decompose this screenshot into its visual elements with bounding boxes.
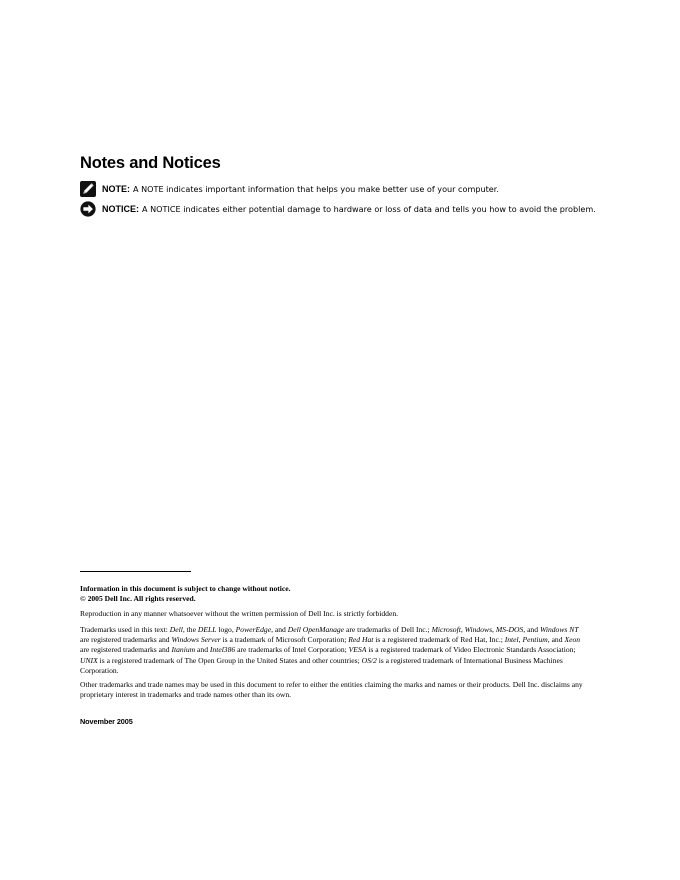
- trademark-name: Intel386: [209, 645, 236, 655]
- legal-header: [80, 584, 585, 604]
- note-row: [80, 181, 499, 197]
- trademark-text-run: are trademarks of Intel Corporation;: [235, 645, 349, 655]
- notice-stop-icon: [80, 201, 96, 217]
- trademark-name: Xeon: [564, 635, 581, 645]
- trademark-text-run: ,: [492, 625, 496, 634]
- trademark-name: Dell: [169, 625, 183, 634]
- trademark-text-run: ,: [460, 625, 465, 634]
- trademark-text-run: logo,: [216, 625, 236, 634]
- trademark-name: MS-DOS: [495, 625, 524, 634]
- trademark-name: Dell OpenManage: [287, 625, 345, 634]
- trademark-name: PowerEdge: [235, 625, 272, 634]
- trademark-name: Itanium: [171, 645, 196, 655]
- trademark-name: UNIX: [80, 655, 98, 665]
- trademark-text-run: is a registered trademark of The Open Group in the United States and other countries;: [97, 655, 362, 665]
- subject-to-change-line: Information in this document is subject to change without notice.: [80, 584, 291, 593]
- page-title: Notes and Notices: [80, 154, 221, 172]
- trademark-text-run: and: [195, 645, 210, 655]
- trademark-name: DELL: [197, 625, 217, 634]
- trademark-text-run: , and: [271, 625, 288, 634]
- trademark-text-run: are trademarks of Dell Inc.;: [344, 625, 432, 634]
- pencil-note-icon: [80, 181, 96, 197]
- note-label: NOTE:: [102, 184, 130, 194]
- trademark-name: Windows NT: [539, 625, 579, 634]
- copyright-line: © 2005 Dell Inc. All rights reserved.: [80, 594, 196, 604]
- trademark-text-run: is a registered trademark of International Business Machines Corporation.: [80, 655, 563, 675]
- trademark-name: Intel: [504, 635, 519, 645]
- notice-text: A NOTICE indicates either potential damage to hardware or loss of data and tells you how to avoid the problem.: [142, 204, 596, 214]
- trademark-text-run: ,: [518, 635, 523, 645]
- other-trademarks-text: Other trademarks and trade names may be used in this document to refer to either the entities claiming the marks and names or their products. Dell Inc. disclaims any proprietary interest in trademarks and trade names other than its own.: [80, 680, 583, 700]
- notice-label: NOTICE:: [102, 204, 139, 214]
- trademark-name: OS/2: [361, 655, 377, 665]
- reproduction-text: Reproduction in any manner whatsoever without the written permission of Dell Inc. is strictly forbidden.: [80, 609, 399, 618]
- trademarks-text: [80, 625, 585, 676]
- trademark-text-run: are registered trademarks and: [80, 635, 172, 645]
- trademark-name: Microsoft: [431, 625, 461, 634]
- trademark-text-run: are registered trademarks and: [80, 645, 172, 655]
- trademark-text-run: is a registered trademark of Red Hat, Inc.;: [373, 635, 505, 645]
- trademark-name: Windows: [464, 625, 493, 634]
- trademarks-paragraph: [80, 625, 585, 676]
- reproduction-notice: [80, 609, 585, 619]
- trademark-text-run: , and: [523, 625, 540, 634]
- trademark-text-run: is a registered trademark of Video Electronic Standards Association;: [366, 645, 576, 655]
- footnote-divider: [80, 571, 191, 572]
- trademark-text-run: , the: [182, 625, 198, 634]
- trademark-name: Windows Server: [171, 635, 221, 645]
- other-trademarks-paragraph: [80, 680, 585, 700]
- note-text: A NOTE indicates important information that helps you make better use of your computer.: [133, 184, 499, 194]
- trademark-text-run: is a trademark of Microsoft Corporation;: [220, 635, 349, 645]
- trademark-text-run: , and: [547, 635, 565, 645]
- trademark-name: VESA: [348, 645, 367, 655]
- trademark-text-run: Trademarks used in this text:: [80, 625, 170, 634]
- trademark-name: Red Hat: [348, 635, 374, 645]
- notice-row: [80, 201, 596, 217]
- trademark-name: Pentium: [522, 635, 548, 645]
- publication-date: November 2005: [80, 717, 133, 726]
